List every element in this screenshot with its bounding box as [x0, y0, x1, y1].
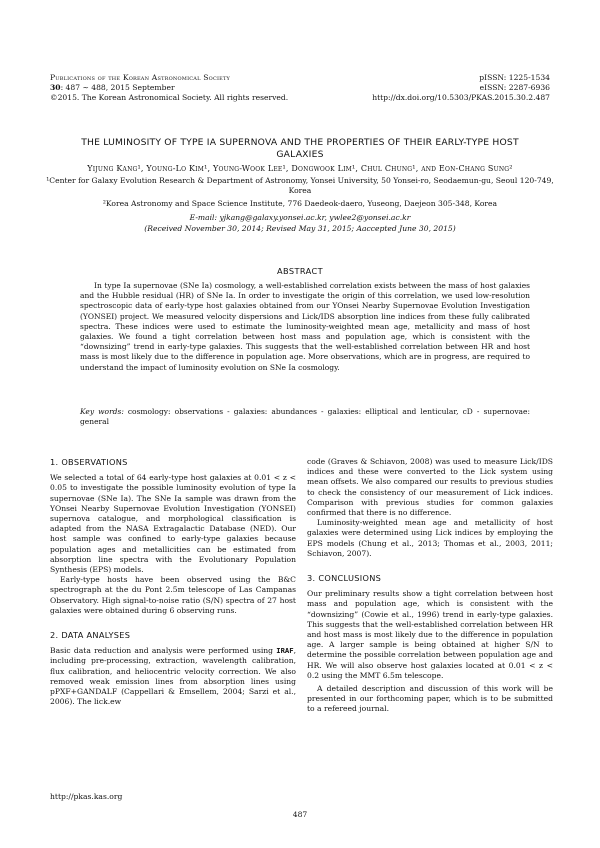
pissn: pISSN: 1225-1534 — [479, 73, 550, 82]
observations-paragraph-2: Early-type hosts have been observed using the B&C spectrograph at the du Pont 2.5m telescope of Las Campanas Observatory. High signal-to-noise ratio (S/N) spectra of 27 host galaxies were obtained during 6 observing runs. — [50, 575, 296, 615]
doi-link[interactable]: http://dx.doi.org/10.5303/PKAS.2015.30.2.487 — [372, 93, 550, 102]
volume-number: 30 — [50, 83, 61, 92]
abstract-heading: ABSTRACT — [276, 266, 323, 276]
conclusions-paragraph-2: A detailed description and discussion of this work will be presented in our forthcoming paper, which is to be submitted to a refereed journal. — [307, 684, 553, 714]
keywords — [80, 407, 530, 427]
conclusions-paragraph-1: Our preliminary results show a tight correlation between host mass and population age, which is consistent with the “downsizing” (Cowie et al., 1996) trend in early-type galaxies. This suggests that the well-established correlation between HR and host mass is most likely due to the difference in population age. A larger sample is being obtained at higher S/N to determine the possible correlation between population age and HR. We will also observe host galaxies located at 0.01 < z < 0.2 using the MMT 6.5m telescope. — [307, 589, 553, 680]
left-column — [50, 457, 296, 707]
keywords-label: Key words: — [80, 407, 124, 416]
section-observations-heading: 1. OBSERVATIONS — [50, 457, 128, 467]
affiliation-2: ²Korea Astronomy and Space Science Institute, 776 Daedeok-daero, Yuseong, Daejeon 305-348, Korea — [102, 199, 498, 208]
pages-date: : 487 ∼ 488, 2015 September — [60, 83, 175, 92]
data-analyses-paragraph-1-cont: code (Graves & Schiavon, 2008) was used to measure Lick/IDS indices and these were converted to the Lick system using mean offsets. We also compared our results to previous studies to check the consistency of our measurement of Lick indices. Comparison with previous studies for common galaxies confirmed that there is no difference. — [307, 457, 553, 518]
data-analyses-text-b: , including pre-processing, extraction, wavelength calibration, flux calibration, and heliocentric velocity correction. We also removed weak emission lines from absorption lines using pPXF+GANDALF (Cappellari & Emsellem, 2004; Sarzi et al., 2006). The lick.ew — [50, 646, 296, 707]
author-list: Yijung Kang¹, Young-Lo Kim¹, Young-Wook Lee¹, Dongwook Lim¹, Chul Chung¹, and Eon-Chang Sung² — [87, 164, 513, 173]
email-line: E-mail: yjkang@galaxy.yonsei.ac.kr, ywlee2@yonsei.ac.kr — [189, 213, 411, 222]
journal-header-right — [290, 73, 550, 103]
data-analyses-paragraph-1 — [50, 646, 296, 707]
affiliation-1: ¹Center for Galaxy Evolution Research & Department of Astronomy, Yonsei University, 50 Yonsei-ro, Seodaemun-gu, Seoul 120-749, Korea — [46, 176, 554, 195]
page-number: 487 — [292, 810, 308, 819]
observations-paragraph-1: We selected a total of 64 early-type host galaxies at 0.01 < z < 0.05 to investigate the possible luminosity evolution of type Ia supernovae (SNe Ia). The SNe Ia sample was drawn from the YOnsei Nearby Supernovae Evolution Investigation (YONSEI) supernova catalogue, and morphological classification is adapted from the NASA Extragalactic Database (NED). Our host sample was confined to early-type galaxies because population ages and metallicities can be estimated from absorption line spectra with the Evolutionary Population Synthesis (EPS) models. — [50, 473, 296, 575]
footer-url[interactable]: http://pkas.kas.org — [50, 792, 123, 801]
right-column — [307, 457, 553, 715]
eissn: eISSN: 2287-6936 — [479, 83, 550, 92]
section-conclusions-heading: 3. CONCLUSIONS — [307, 573, 382, 584]
abstract-text: In type Ia supernovae (SNe Ia) cosmology, a well-established correlation exists between the mass of host galaxies and the Hubble residual (HR) of SNe Ia. In order to investigate the origin of this correlation, we used low-resolution spectroscopic data of early-type host galaxies obtained from our YOnsei Nearby Supernovae Evolution Investigation (YONSEI) project. We measured velocity dispersions and Lick/IDS absorption line indices from these fully calibrated spectra. These indices were used to estimate the luminosity-weighted mean age, metallicity and mass of host galaxies. We found a tight correlation between host mass and population age, which is consistent with the “downsizing” trend in early-type galaxies. This suggests that the well-established correlation between HR and host mass is most likely due to the difference in population age. More observations, which are in progress, are required to understand the impact of luminosity evolution on SNe Ia cosmology. — [80, 281, 530, 372]
journal-name: Publications of the Korean Astronomical Society — [50, 73, 231, 82]
data-analyses-text-a: Basic data reduction and analysis were performed using — [50, 646, 277, 656]
affiliations — [45, 176, 555, 209]
keywords-list: cosmology: observations - galaxies: abundances - galaxies: elliptical and lenticular, cD - supernovae: general — [80, 407, 530, 427]
received-dates: (Received November 30, 2014; Revised May 31, 2015; Aaccepted June 30, 2015) — [144, 224, 456, 233]
section-data-analyses-heading: 2. DATA ANALYSES — [50, 630, 131, 641]
paper-title: THE LUMINOSITY OF TYPE IA SUPERNOVA AND THE PROPERTIES OF THEIR EARLY-TYPE HOST GALAXIES — [81, 137, 519, 160]
data-analyses-paragraph-2: Luminosity-weighted mean age and metallicity of host galaxies were determined using Lick indices by employing the EPS models (Chung et al., 2013; Thomas et al., 2003, 2011; Schiavon, 2007). — [307, 518, 553, 558]
iraf-term: IRAF — [276, 646, 294, 656]
copyright-line: ©2015. The Korean Astronomical Society. All rights reserved. — [50, 93, 289, 102]
